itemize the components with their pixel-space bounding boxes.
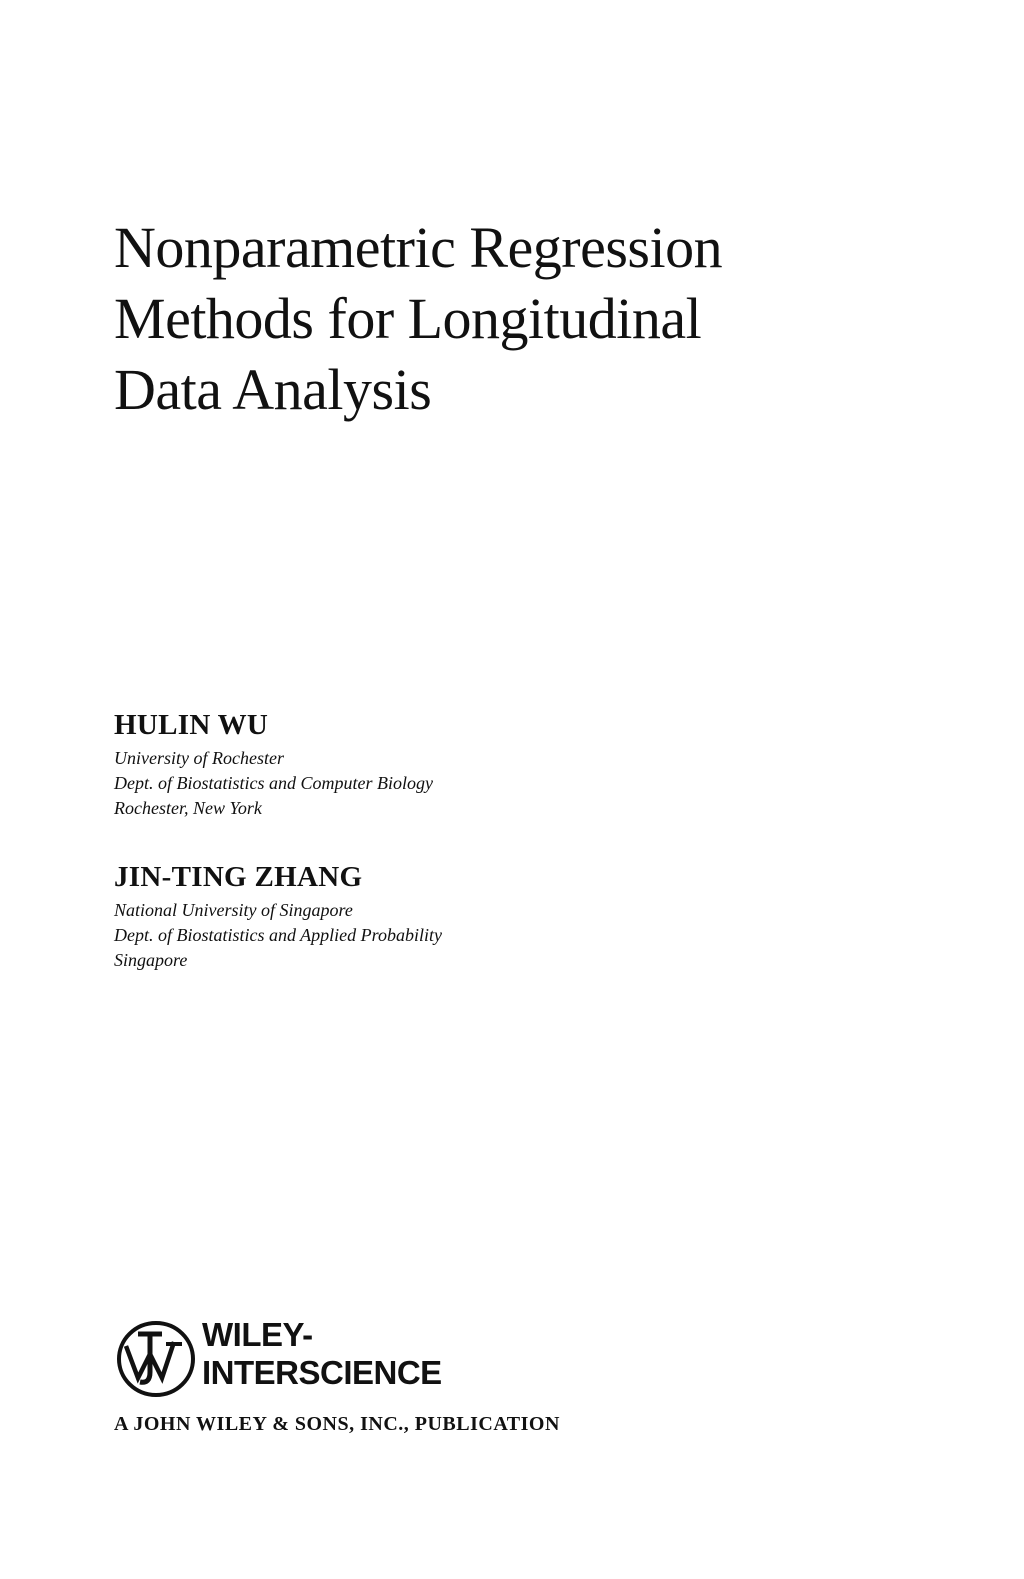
title-line-1: Nonparametric Regression (114, 215, 723, 280)
author-affiliation-line: University of Rochester (114, 748, 284, 768)
author-block-zhang (114, 860, 814, 973)
title-line-3: Data Analysis (114, 357, 432, 422)
author-affiliation-line: Dept. of Biostatistics and Applied Probability (114, 925, 442, 945)
publisher-block (114, 1316, 714, 1435)
author-affiliation-line: Dept. of Biostatistics and Computer Biology (114, 773, 433, 793)
author-name: HULIN WU (114, 709, 269, 741)
logo-text-line-1: WILEY- (202, 1316, 313, 1353)
publisher-imprint: A JOHN WILEY & SONS, INC., PUBLICATION (114, 1413, 560, 1435)
book-title (114, 212, 934, 425)
author-block-wu (114, 708, 814, 821)
logo-text-line-2: INTERSCIENCE (202, 1354, 442, 1391)
title-line-2: Methods for Longitudinal (114, 286, 702, 351)
author-affiliation-line: Rochester, New York (114, 798, 262, 818)
publisher-logo (114, 1316, 714, 1396)
wiley-logo-icon (116, 1320, 200, 1398)
author-name: JIN-TING ZHANG (114, 861, 363, 893)
author-affiliation-line: Singapore (114, 950, 188, 970)
author-affiliation-line: National University of Singapore (114, 900, 353, 920)
wiley-interscience-wordmark (202, 1316, 442, 1392)
